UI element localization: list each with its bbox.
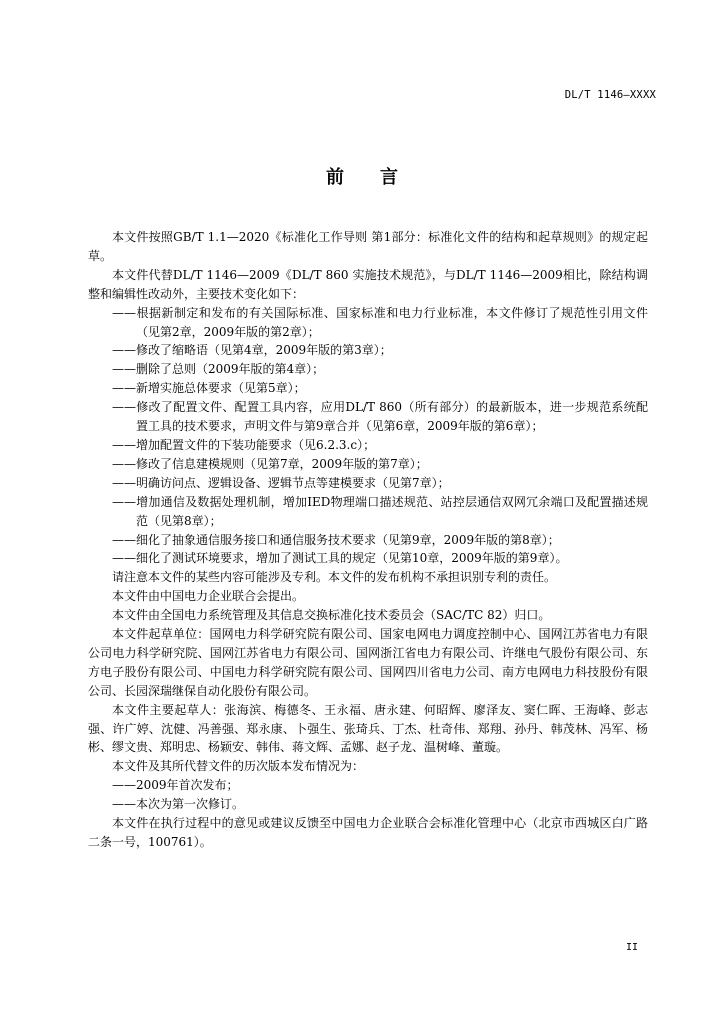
list-item-change: ——修改了配置文件、配置工具内容，应用DL/T 860（所有部分）的最新版本，进一步规范系统配置工具的技术要求，声明文件与第9章合并（见第6章，2009年版的第6章）； (112, 400, 648, 434)
list-item-history: ——2009年首次发布； (112, 778, 239, 793)
paragraph-history-intro: 本文件及其所代替文件的历次版本发布情况为： (112, 759, 365, 774)
list-item-change: ——删除了总则（2009年版的第4章）； (112, 362, 325, 377)
paragraph-proposer: 本文件由中国电力企业联合会提出。 (112, 589, 305, 604)
paragraph-replacement: 本文件代替DL/T 1146—2009《DL/T 860 实施技术规范》，与DL/T 1146—2009相比，除结构调整和编辑性改动外，主要技术变化如下： (88, 267, 648, 301)
document-code: DL/T 1146—XXXX (564, 89, 656, 101)
paragraph-drafters: 本文件主要起草人：张海滨、梅德冬、王永福、唐永建、何昭辉、廖泽友、窦仁晖、王海峰、彭志强、许广婷、沈健、冯善强、郑永康、卜强生、张琦兵、丁杰、杜奇伟、郑翔、孙丹、韩茂林、冯军、杨彬、缪文贵、郑明忠、杨颖安、韩伟、蒋文辉、孟娜、赵子龙、温树峰、董璇。 (88, 702, 648, 755)
page-number: II (625, 942, 638, 953)
paragraph-committee: 本文件由全国电力系统管理及其信息交换标准化技术委员会（SAC/TC 82）归口。 (112, 608, 551, 623)
list-item-change: ——明确访问点、逻辑设备、逻辑节点等建模要求（见第7章）； (112, 475, 450, 490)
page-title: 前言 (326, 167, 434, 188)
list-item-change: ——根据新制定和发布的有关国际标准、国家标准和电力行业标准，本文件修订了规范性引用文件（见第2章，2009年版的第2章）； (112, 305, 648, 339)
paragraph-drafting-units: 本文件起草单位：国网电力科学研究院有限公司、国家电网电力调度控制中心、国网江苏省电力有限公司电力科学研究院、国网江苏省电力有限公司、国网浙江省电力有限公司、许继电气股份有限公司、东方电子股份有限公司、中国电力科学研究院有限公司、国网四川省电力公司、南方电网电力科技股份有限公司、长园深瑞继保自动化股份有限公司。 (88, 627, 648, 698)
paragraph-feedback: 本文件在执行过程中的意见或建议反馈至中国电力企业联合会标准化管理中心（北京市西城区白广路二条一号，100761）。 (88, 816, 648, 849)
list-item-change: ——新增实施总体要求（见第5章）； (112, 381, 306, 396)
paragraph-patent: 请注意本文件的某些内容可能涉及专利。本文件的发布机构不承担识别专利的责任。 (112, 570, 557, 585)
list-item-change: ——修改了信息建模规则（见第7章，2009年版的第7章）； (112, 456, 428, 471)
list-item-change: ——细化了测试环境要求，增加了测试工具的规定（见第10章，2009年版的第9章）。 (112, 551, 568, 566)
list-item-change: ——细化了抽象通信服务接口和通信服务技术要求（见第9章，2009年版的第8章）； (112, 532, 560, 547)
document-body (88, 228, 648, 852)
list-item-change: ——增加通信及数据处理机制，增加IED物理端口描述规范、站控层通信双网冗余端口及配置描述规范（见第8章）； (112, 494, 648, 528)
list-item-history: ——本次为第一次修订。 (112, 797, 245, 812)
paragraph-drafting-rule: 本文件按照GB/T 1.1—2020《标准化工作导则 第1部分：标准化文件的结构和起草规则》的规定起草。 (88, 230, 648, 263)
list-item-change: ——增加配置文件的下装功能要求（见6.2.3.c）； (112, 437, 376, 452)
list-item-change: ——修改了缩略语（见第4章，2009年版的第3章）； (112, 343, 392, 358)
